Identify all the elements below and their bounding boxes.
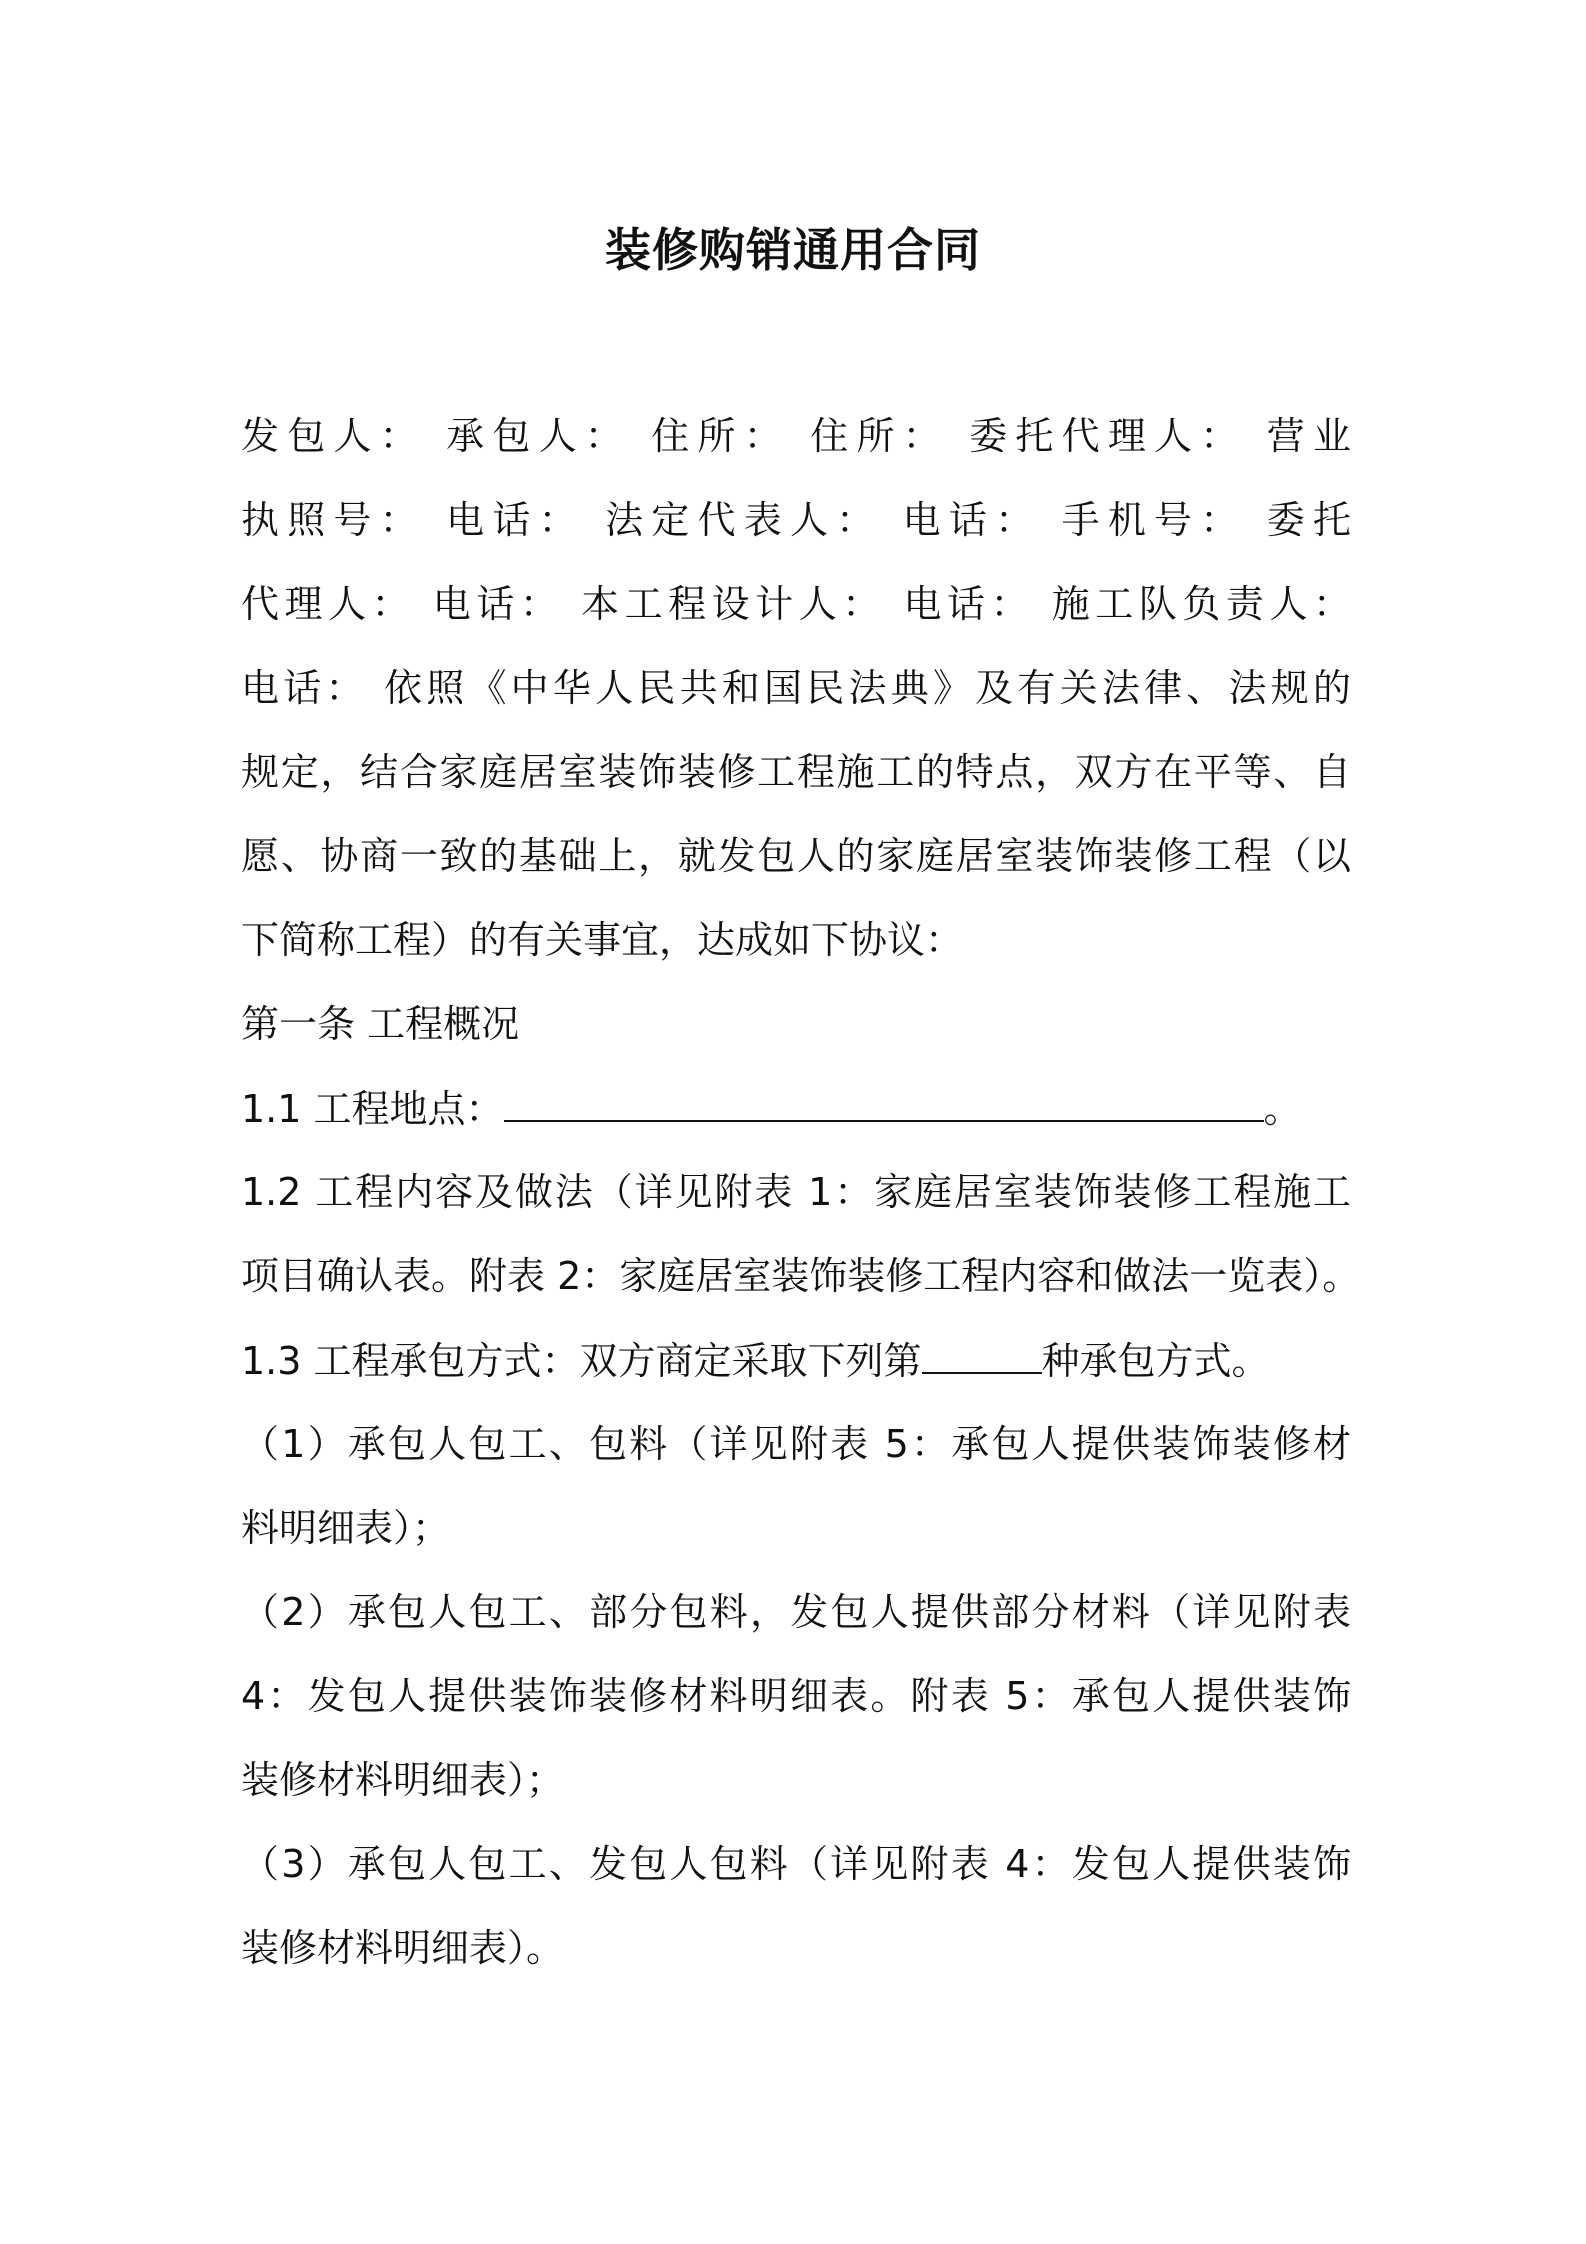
location-blank [504, 1082, 1264, 1122]
option-2: （2）承包人包工、部分包料，发包人提供部分材料（详见附表 [241, 1590, 1351, 1634]
clause-label: 1.1 工程地点： [241, 1087, 504, 1131]
preamble-line: 电话： 依照《中华人民共和国民法典》及有关法律、法规的 [241, 666, 1351, 710]
document-title: 装修购销通用合同 [605, 223, 981, 277]
clause-1-2-cont: 项目确认表。附表 2：家庭居室装饰装修工程内容和做法一览表）。 [241, 1254, 1361, 1298]
preamble-line: 下简称工程）的有关事宜，达成如下协议： [241, 918, 964, 962]
party-info-line: 代理人： 电话： 本工程设计人： 电话： 施工队负责人： [241, 582, 1351, 626]
clause-label: 1.3 工程承包方式：双方商定采取下列第 [241, 1339, 922, 1383]
clause-1-3 [241, 1334, 1270, 1387]
clause-1-1 [241, 1082, 1302, 1135]
option-3-cont: 装修材料明细表）。 [241, 1926, 565, 1970]
preamble-line: 愿、协商一致的基础上，就发包人的家庭居室装饰装修工程（以 [241, 834, 1351, 878]
clause-suffix: 种承包方式。 [1041, 1339, 1270, 1383]
clause-suffix: 。 [1263, 1087, 1302, 1131]
option-1: （1）承包人包工、包料（详见附表 5：承包人提供装饰装修材 [241, 1422, 1351, 1466]
option-3: （3）承包人包工、发包人包料（详见附表 4：发包人提供装饰 [241, 1842, 1351, 1886]
option-1-cont: 料明细表）； [241, 1506, 451, 1550]
option-2-cont: 装修材料明细表）； [241, 1758, 565, 1802]
clause-1-2: 1.2 工程内容及做法（详见附表 1：家庭居室装饰装修工程施工 [241, 1170, 1351, 1214]
method-blank [922, 1334, 1042, 1374]
party-info-line: 发包人： 承包人： 住所： 住所： 委托代理人： 营业 [241, 414, 1351, 458]
section-heading: 第一条 工程概况 [241, 1002, 520, 1046]
preamble-line: 规定，结合家庭居室装饰装修工程施工的特点，双方在平等、自 [241, 750, 1351, 794]
option-2-cont: 4：发包人提供装饰装修材料明细表。附表 5：承包人提供装饰 [241, 1674, 1351, 1718]
party-info-line: 执照号： 电话： 法定代表人： 电话： 手机号： 委托 [241, 498, 1351, 542]
